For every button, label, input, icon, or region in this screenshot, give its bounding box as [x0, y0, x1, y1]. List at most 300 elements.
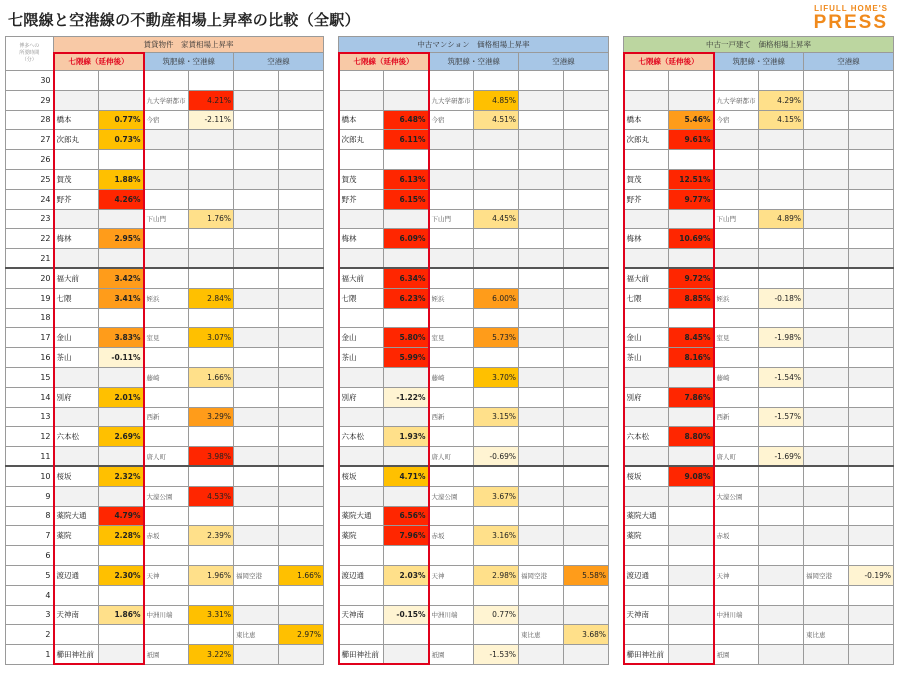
- kuko-rate: [849, 427, 894, 447]
- nanakuma-station: [54, 407, 99, 427]
- nanakuma-station: 茶山: [54, 348, 99, 368]
- chikuhi-station: [144, 506, 189, 526]
- chikuhi-station: [714, 387, 759, 407]
- nanakuma-station: [624, 546, 669, 566]
- chikuhi-station: [144, 169, 189, 189]
- nanakuma-rate: 2.32%: [99, 466, 144, 486]
- chikuhi-rate: -1.53%: [474, 645, 519, 665]
- table-row: [6, 466, 894, 486]
- kuko-rate: 5.58%: [564, 565, 609, 585]
- kuko-station: [519, 447, 564, 467]
- kuko-station: [804, 447, 849, 467]
- chikuhi-rate: -1.69%: [759, 447, 804, 467]
- nanakuma-station: 次郎丸: [624, 130, 669, 150]
- chikuhi-rate: [759, 605, 804, 625]
- chikuhi-rate: [759, 565, 804, 585]
- table-row: [6, 486, 894, 506]
- kuko-station: [804, 249, 849, 269]
- kuko-rate: [279, 229, 324, 249]
- lifull-press-logo: [814, 5, 888, 32]
- kuko-station: [804, 546, 849, 566]
- chikuhi-station: [429, 466, 474, 486]
- chikuhi-kuko-line-header: 筑肥線・空港線: [714, 53, 804, 71]
- nanakuma-rate: [384, 447, 429, 467]
- nanakuma-line-header: 七隈線（延伸後）: [339, 53, 429, 71]
- kuko-station: [804, 169, 849, 189]
- chikuhi-rate: [759, 585, 804, 605]
- kuko-rate: [564, 506, 609, 526]
- chikuhi-station: 中洲川端: [144, 605, 189, 625]
- kuko-station: [234, 466, 279, 486]
- chikuhi-rate: [759, 169, 804, 189]
- chikuhi-station: [714, 427, 759, 447]
- chikuhi-station: 赤坂: [429, 526, 474, 546]
- chikuhi-station: [429, 189, 474, 209]
- chikuhi-rate: [189, 268, 234, 288]
- nanakuma-station: 野芥: [339, 189, 384, 209]
- nanakuma-rate: [384, 71, 429, 91]
- group-header-house: 中古一戸建て 価格相場上昇率: [624, 37, 894, 53]
- chikuhi-rate: [474, 348, 519, 368]
- nanakuma-station: 渡辺通: [54, 565, 99, 585]
- chikuhi-station: [429, 169, 474, 189]
- nanakuma-station: [54, 486, 99, 506]
- chikuhi-rate: 1.76%: [189, 209, 234, 229]
- nanakuma-station: 櫛田神社前: [624, 645, 669, 665]
- minutes-cell: 16: [6, 348, 54, 368]
- kuko-rate: [279, 328, 324, 348]
- nanakuma-station: 天神南: [624, 605, 669, 625]
- nanakuma-station: 薬院: [339, 526, 384, 546]
- nanakuma-rate: [669, 90, 714, 110]
- kuko-station: [234, 308, 279, 328]
- kuko-station: [804, 367, 849, 387]
- chikuhi-rate: [759, 645, 804, 665]
- chikuhi-station: [429, 130, 474, 150]
- kuko-station: [234, 605, 279, 625]
- chikuhi-station: [144, 71, 189, 91]
- kuko-rate: [279, 447, 324, 467]
- minutes-to-hakata-header: [6, 37, 54, 71]
- kuko-rate: [279, 150, 324, 170]
- chikuhi-rate: [759, 526, 804, 546]
- minutes-cell: 24: [6, 189, 54, 209]
- chikuhi-rate: 6.00%: [474, 288, 519, 308]
- nanakuma-rate: 9.72%: [669, 268, 714, 288]
- kuko-station: [519, 526, 564, 546]
- kuko-station: 福岡空港: [234, 565, 279, 585]
- kuko-rate: [849, 447, 894, 467]
- chikuhi-station: [429, 585, 474, 605]
- nanakuma-station: 薬院大通: [624, 506, 669, 526]
- kuko-station: [519, 506, 564, 526]
- minutes-cell: 4: [6, 585, 54, 605]
- kuko-rate: [279, 427, 324, 447]
- chikuhi-rate: [474, 71, 519, 91]
- chikuhi-rate: [189, 348, 234, 368]
- chikuhi-rate: [189, 189, 234, 209]
- chikuhi-rate: 1.96%: [189, 565, 234, 585]
- chikuhi-rate: -2.11%: [189, 110, 234, 130]
- nanakuma-station: 梅林: [624, 229, 669, 249]
- nanakuma-rate: [669, 367, 714, 387]
- chikuhi-station: 西新: [144, 407, 189, 427]
- nanakuma-rate: [99, 546, 144, 566]
- chikuhi-station: [144, 466, 189, 486]
- nanakuma-station: 梅林: [339, 229, 384, 249]
- chikuhi-rate: 3.31%: [189, 605, 234, 625]
- kuko-rate: [279, 288, 324, 308]
- nanakuma-station: 茶山: [339, 348, 384, 368]
- nanakuma-line-header: 七隈線（延伸後）: [624, 53, 714, 71]
- minutes-cell: 1: [6, 645, 54, 665]
- nanakuma-rate: [669, 71, 714, 91]
- chikuhi-station: [144, 625, 189, 645]
- nanakuma-station: [624, 585, 669, 605]
- nanakuma-rate: [669, 506, 714, 526]
- nanakuma-station: [54, 209, 99, 229]
- kuko-rate: [564, 288, 609, 308]
- chikuhi-rate: -1.57%: [759, 407, 804, 427]
- nanakuma-rate: [669, 249, 714, 269]
- nanakuma-rate: [384, 585, 429, 605]
- table-row: [6, 308, 894, 328]
- nanakuma-station: [339, 546, 384, 566]
- minutes-cell: 22: [6, 229, 54, 249]
- nanakuma-rate: [99, 150, 144, 170]
- chikuhi-rate: [759, 427, 804, 447]
- chikuhi-rate: [759, 249, 804, 269]
- nanakuma-rate: 1.88%: [99, 169, 144, 189]
- kuko-rate: [564, 130, 609, 150]
- kuko-rate: [564, 328, 609, 348]
- table-row: [6, 288, 894, 308]
- kuko-rate: [279, 189, 324, 209]
- chikuhi-station: 赤坂: [144, 526, 189, 546]
- chikuhi-station: 室見: [144, 328, 189, 348]
- kuko-rate: [279, 71, 324, 91]
- chikuhi-rate: [189, 308, 234, 328]
- kuko-station: [519, 229, 564, 249]
- chikuhi-station: [144, 189, 189, 209]
- table-row: [6, 169, 894, 189]
- kuko-station: [234, 486, 279, 506]
- kuko-rate: [849, 407, 894, 427]
- nanakuma-station: 渡辺通: [339, 565, 384, 585]
- kuko-rate: [849, 328, 894, 348]
- nanakuma-rate: 8.45%: [669, 328, 714, 348]
- kuko-rate: [564, 90, 609, 110]
- nanakuma-station: 橋本: [339, 110, 384, 130]
- nanakuma-station: 金山: [54, 328, 99, 348]
- nanakuma-rate: [384, 407, 429, 427]
- nanakuma-rate: -0.11%: [99, 348, 144, 368]
- chikuhi-rate: 3.15%: [474, 407, 519, 427]
- kuko-station: [519, 110, 564, 130]
- chikuhi-station: [714, 71, 759, 91]
- chikuhi-rate: [189, 466, 234, 486]
- kuko-station: [804, 110, 849, 130]
- chikuhi-rate: [759, 71, 804, 91]
- chikuhi-rate: [759, 308, 804, 328]
- chikuhi-station: [714, 466, 759, 486]
- chikuhi-rate: [474, 249, 519, 269]
- nanakuma-rate: [669, 150, 714, 170]
- kuko-station: [234, 268, 279, 288]
- kuko-rate: [279, 209, 324, 229]
- kuko-rate: [279, 585, 324, 605]
- chikuhi-station: 唐人町: [144, 447, 189, 467]
- nanakuma-station: 梅林: [54, 229, 99, 249]
- nanakuma-station: 金山: [339, 328, 384, 348]
- chikuhi-station: [429, 625, 474, 645]
- chikuhi-rate: 3.16%: [474, 526, 519, 546]
- nanakuma-rate: 8.85%: [669, 288, 714, 308]
- chikuhi-rate: [189, 585, 234, 605]
- nanakuma-station: 薬院大通: [339, 506, 384, 526]
- kuko-rate: [279, 645, 324, 665]
- nanakuma-rate: [99, 486, 144, 506]
- kuko-rate: [564, 169, 609, 189]
- kuko-rate: [564, 486, 609, 506]
- nanakuma-rate: 1.86%: [99, 605, 144, 625]
- nanakuma-station: 櫛田神社前: [54, 645, 99, 665]
- nanakuma-rate: 7.86%: [669, 387, 714, 407]
- nanakuma-station: 櫛田神社前: [339, 645, 384, 665]
- kuko-station: [519, 209, 564, 229]
- kuko-station: [804, 645, 849, 665]
- nanakuma-rate: [99, 308, 144, 328]
- kuko-station: [519, 268, 564, 288]
- nanakuma-rate: 2.30%: [99, 565, 144, 585]
- kuko-station: 福岡空港: [519, 565, 564, 585]
- chikuhi-station: [429, 249, 474, 269]
- chikuhi-station: 今宿: [429, 110, 474, 130]
- corner-label-line: 博多への: [19, 43, 40, 49]
- kuko-rate: [279, 249, 324, 269]
- nanakuma-station: [54, 308, 99, 328]
- kuko-station: [804, 427, 849, 447]
- chikuhi-station: 大濠公園: [429, 486, 474, 506]
- nanakuma-station: [339, 71, 384, 91]
- kuko-rate: [564, 229, 609, 249]
- nanakuma-station: [339, 486, 384, 506]
- chikuhi-station: [714, 348, 759, 368]
- minutes-cell: 10: [6, 466, 54, 486]
- nanakuma-rate: [384, 308, 429, 328]
- chikuhi-station: 西新: [714, 407, 759, 427]
- nanakuma-rate: [99, 585, 144, 605]
- kuko-rate: [849, 90, 894, 110]
- nanakuma-rate: 6.56%: [384, 506, 429, 526]
- kuko-station: [519, 546, 564, 566]
- minutes-cell: 23: [6, 209, 54, 229]
- nanakuma-station: 茶山: [624, 348, 669, 368]
- kuko-rate: [279, 486, 324, 506]
- chikuhi-station: 藤崎: [429, 367, 474, 387]
- nanakuma-rate: [384, 367, 429, 387]
- nanakuma-station: 橋本: [54, 110, 99, 130]
- nanakuma-station: 福大前: [54, 268, 99, 288]
- nanakuma-rate: [99, 447, 144, 467]
- kuko-station: [804, 387, 849, 407]
- corner-label-line: 所要時間: [19, 50, 40, 56]
- chikuhi-rate: [759, 348, 804, 368]
- chikuhi-station: 天神: [429, 565, 474, 585]
- nanakuma-station: [339, 90, 384, 110]
- chikuhi-rate: [189, 71, 234, 91]
- chikuhi-station: 天神: [144, 565, 189, 585]
- chikuhi-station: 室見: [714, 328, 759, 348]
- nanakuma-station: 七隈: [624, 288, 669, 308]
- minutes-cell: 14: [6, 387, 54, 407]
- kuko-station: [804, 90, 849, 110]
- kuko-station: [519, 427, 564, 447]
- chikuhi-rate: [189, 546, 234, 566]
- kuko-rate: [564, 308, 609, 328]
- chikuhi-rate: [474, 625, 519, 645]
- chikuhi-rate: [474, 189, 519, 209]
- chikuhi-rate: [189, 150, 234, 170]
- chikuhi-station: 姪浜: [144, 288, 189, 308]
- nanakuma-rate: [384, 645, 429, 665]
- chikuhi-rate: 3.70%: [474, 367, 519, 387]
- minutes-cell: 7: [6, 526, 54, 546]
- kuko-station: [804, 466, 849, 486]
- nanakuma-station: 六本松: [54, 427, 99, 447]
- corner-label-line: （分）: [21, 57, 37, 63]
- kuko-station: 東比恵: [804, 625, 849, 645]
- minutes-cell: 19: [6, 288, 54, 308]
- table-row: [6, 130, 894, 150]
- logo-line2: PRESS: [813, 12, 888, 33]
- chikuhi-station: [144, 308, 189, 328]
- kuko-rate: [564, 526, 609, 546]
- kuko-station: [234, 189, 279, 209]
- nanakuma-station: [624, 71, 669, 91]
- nanakuma-station: [339, 367, 384, 387]
- kuko-station: [234, 169, 279, 189]
- kuko-station: [804, 486, 849, 506]
- chikuhi-station: 藤崎: [144, 367, 189, 387]
- kuko-station: [519, 466, 564, 486]
- chikuhi-rate: [474, 268, 519, 288]
- nanakuma-station: [339, 585, 384, 605]
- nanakuma-station: [339, 249, 384, 269]
- kuko-station: [804, 288, 849, 308]
- chikuhi-station: 下山門: [144, 209, 189, 229]
- kuko-station: [519, 130, 564, 150]
- kuko-station: [519, 288, 564, 308]
- chikuhi-station: 祇園: [429, 645, 474, 665]
- kuko-rate: [279, 130, 324, 150]
- nanakuma-station: 次郎丸: [339, 130, 384, 150]
- nanakuma-rate: [669, 546, 714, 566]
- minutes-cell: 6: [6, 546, 54, 566]
- kuko-rate: [564, 110, 609, 130]
- kuko-station: [519, 169, 564, 189]
- nanakuma-rate: [669, 447, 714, 467]
- table-row: [6, 348, 894, 368]
- nanakuma-rate: 2.01%: [99, 387, 144, 407]
- nanakuma-station: 橋本: [624, 110, 669, 130]
- chikuhi-station: [144, 229, 189, 249]
- kuko-station: [804, 71, 849, 91]
- chikuhi-station: [144, 546, 189, 566]
- kuko-station: [519, 71, 564, 91]
- chikuhi-rate: [759, 189, 804, 209]
- kuko-station: [234, 328, 279, 348]
- kuko-station: [519, 486, 564, 506]
- kuko-rate: [279, 546, 324, 566]
- nanakuma-rate: 4.71%: [384, 466, 429, 486]
- nanakuma-station: 天神南: [339, 605, 384, 625]
- table-row: [6, 209, 894, 229]
- minutes-cell: 30: [6, 71, 54, 91]
- kuko-rate: [564, 585, 609, 605]
- kuko-rate: [849, 130, 894, 150]
- kuko-rate: [279, 268, 324, 288]
- nanakuma-station: 賀茂: [339, 169, 384, 189]
- nanakuma-station: [624, 249, 669, 269]
- nanakuma-rate: [384, 486, 429, 506]
- nanakuma-station: 六本松: [339, 427, 384, 447]
- nanakuma-station: 賀茂: [624, 169, 669, 189]
- nanakuma-rate: 3.41%: [99, 288, 144, 308]
- minutes-cell: 11: [6, 447, 54, 467]
- nanakuma-rate: 0.73%: [99, 130, 144, 150]
- nanakuma-rate: [99, 90, 144, 110]
- kuko-station: [234, 130, 279, 150]
- kuko-station: [234, 71, 279, 91]
- chikuhi-station: 今宿: [144, 110, 189, 130]
- kuko-station: [804, 209, 849, 229]
- table-row: [6, 447, 894, 467]
- chikuhi-station: 唐人町: [429, 447, 474, 467]
- kuko-station: [804, 189, 849, 209]
- nanakuma-rate: 6.11%: [384, 130, 429, 150]
- nanakuma-rate: [384, 209, 429, 229]
- kuko-rate: [279, 605, 324, 625]
- nanakuma-rate: [669, 526, 714, 546]
- kuko-rate: [849, 387, 894, 407]
- kuko-station: [519, 367, 564, 387]
- nanakuma-station: 桜坂: [54, 466, 99, 486]
- nanakuma-station: [54, 71, 99, 91]
- kuko-rate: [564, 387, 609, 407]
- kuko-station: [234, 645, 279, 665]
- kuko-station: [519, 348, 564, 368]
- kuko-rate: 3.68%: [564, 625, 609, 645]
- kuko-station: [519, 189, 564, 209]
- kuko-rate: [849, 229, 894, 249]
- chikuhi-rate: [474, 466, 519, 486]
- chikuhi-station: [144, 348, 189, 368]
- nanakuma-station: [624, 90, 669, 110]
- kuko-rate: [849, 268, 894, 288]
- nanakuma-rate: [99, 407, 144, 427]
- nanakuma-rate: 10.69%: [669, 229, 714, 249]
- nanakuma-rate: -0.15%: [384, 605, 429, 625]
- chikuhi-rate: [474, 229, 519, 249]
- chikuhi-station: 藤崎: [714, 367, 759, 387]
- chikuhi-rate: [759, 150, 804, 170]
- chikuhi-station: [144, 268, 189, 288]
- chikuhi-rate: [474, 308, 519, 328]
- minutes-cell: 3: [6, 605, 54, 625]
- kuko-rate: [849, 546, 894, 566]
- chikuhi-rate: -0.69%: [474, 447, 519, 467]
